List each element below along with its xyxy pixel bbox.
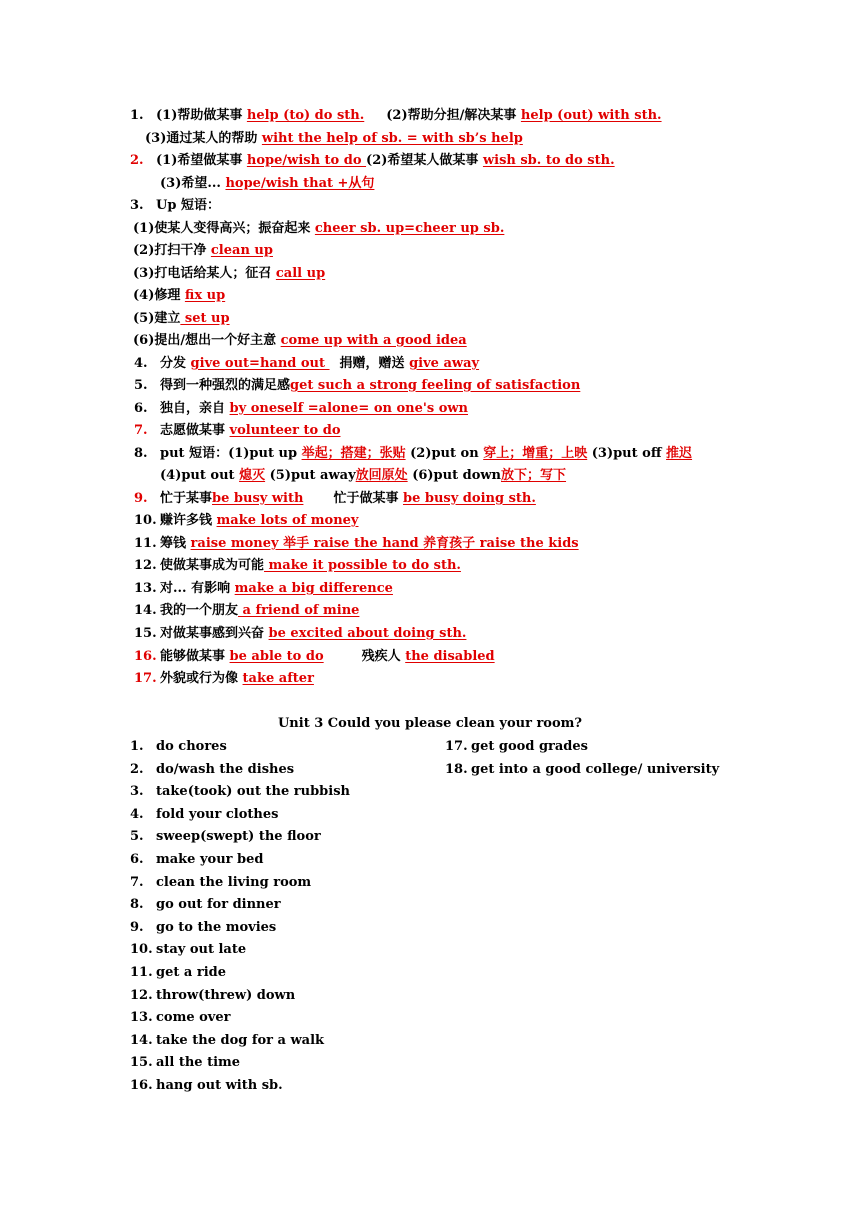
item-answer: be excited about doing sth. [268, 626, 467, 641]
item-16-line [134, 649, 495, 665]
item-answer: make a big difference [234, 581, 393, 596]
phrase-number: 17. [445, 739, 468, 754]
phrase-text: take the dog for a walk [156, 1032, 325, 1048]
phrase-number: 3. [130, 784, 144, 800]
item-answer: call up [275, 266, 326, 281]
item-answer: raise money 举手 raise the hand 养育孩子 raise the kids [190, 536, 579, 551]
phrase-number: 6. [130, 852, 144, 867]
phrase-item [130, 1033, 324, 1049]
item-number: 7. [134, 423, 148, 438]
item-answer: by oneself =alone= on one's own [229, 401, 469, 416]
phrase-item [130, 829, 321, 845]
item-prompt: (6)提出/想出一个好主意 [133, 333, 277, 348]
phrase-text: get good grades [471, 739, 588, 754]
phrase-number: 13. [130, 1010, 153, 1026]
item-number: 2. [130, 153, 144, 168]
phrase-text: make your bed [156, 852, 264, 867]
item-15-line [134, 626, 466, 642]
phrase-number: 2. [130, 761, 144, 777]
item-number: 3. [130, 198, 144, 213]
item-number: 14. [134, 603, 157, 618]
item-answer: make lots of money [216, 513, 359, 528]
item-prompt: 分发 [160, 356, 187, 371]
item-2-line [130, 153, 615, 169]
item-answer: volunteer to do [229, 423, 341, 438]
phrase-text: get a ride [156, 965, 226, 980]
item-answer: take after [242, 671, 314, 686]
item-prompt: (2)希望某人做某事 [366, 153, 479, 168]
item-prompt: 忙于某事 [160, 491, 213, 506]
phrase-number: 7. [130, 874, 144, 890]
phrase-text: go out for dinner [156, 897, 281, 913]
item-prompt: (1)希望做某事 [156, 153, 243, 168]
item-answer: wiht the help of sb. = with sb’s help [261, 131, 523, 146]
phrase-item [445, 739, 588, 755]
phrase-number: 10. [130, 942, 153, 958]
phrase-text: throw(threw) down [156, 987, 296, 1003]
item-answer: be able to do [229, 649, 324, 664]
item-number: 17. [134, 671, 157, 686]
item-answer: give away [409, 356, 480, 371]
item-answer: help (to) do sth. [246, 108, 365, 123]
phrase-item [130, 920, 276, 936]
phrase-item [130, 784, 350, 800]
item-answer: a friend of mine [238, 603, 360, 618]
phrase-number: 11. [130, 965, 153, 980]
item-answer: 推迟 [666, 446, 693, 461]
item-prompt: 能够做某事 [160, 649, 226, 664]
item-number: 11. [134, 536, 157, 551]
phrase-number: 15. [130, 1055, 153, 1071]
phrase-text: do chores [156, 739, 227, 754]
phrase-text: take(took) out the rubbish [156, 784, 350, 800]
item-prompt: 使做某事成为可能 [160, 558, 265, 573]
item-prompt: 捐赠，赠送 [339, 356, 405, 371]
unit-title: Unit 3 Could you please clean your room? [277, 716, 583, 731]
item-prompt: 赚许多钱 [160, 513, 213, 528]
item-prompt: (3)put off [591, 446, 662, 461]
phrase-text: come over [156, 1010, 231, 1026]
item-answer: give out=hand out [190, 356, 330, 371]
phrase-number: 16. [130, 1078, 153, 1093]
item-3-sub-4 [133, 288, 225, 304]
item-answer: make it possible to do sth. [264, 558, 461, 573]
item-answer: 熄灭 [239, 468, 266, 483]
item-prompt: 我的一个朋友 [160, 603, 239, 618]
item-prompt: (2)put on [410, 446, 479, 461]
item-8-line-2 [160, 468, 566, 484]
item-prompt: (6)put down [412, 468, 502, 483]
item-answer: set up [180, 311, 230, 326]
item-4-line [134, 356, 479, 372]
item-10-line [134, 513, 358, 529]
phrase-item [445, 762, 719, 778]
item-12-line [134, 558, 461, 574]
item-answer: get such a strong feeling of satisfaction [290, 378, 581, 393]
item-14-line [134, 603, 359, 619]
item-prompt: 残疾人 [361, 649, 401, 664]
item-answer: wish sb. to do sth. [482, 153, 615, 168]
item-7-line [134, 423, 341, 439]
item-prompt: (4)put out [160, 468, 235, 483]
phrase-number: 14. [130, 1032, 153, 1048]
item-number: 9. [134, 491, 148, 506]
item-answer: 放回原处 [355, 468, 408, 483]
phrase-item [130, 1078, 283, 1094]
item-prompt: 外貌或行为像 [160, 671, 239, 686]
phrase-text: all the time [156, 1055, 241, 1071]
phrase-text: hang out with sb. [156, 1078, 283, 1093]
phrase-number: 18. [445, 761, 468, 777]
item-prompt: 志愿做某事 [160, 423, 226, 438]
item-prompt: (4)修理 [133, 288, 181, 303]
item-prompt: 独自，亲自 [160, 401, 226, 416]
phrase-text: fold your clothes [156, 806, 279, 822]
item-number: 5. [134, 378, 148, 393]
item-number: 12. [134, 558, 157, 573]
phrase-item [130, 897, 281, 913]
item-answer: be busy doing sth. [402, 491, 536, 506]
item-number: 8. [134, 446, 148, 461]
phrase-item [130, 852, 264, 868]
phrase-number: 4. [130, 806, 144, 822]
item-prompt: (5)建立 [133, 311, 181, 326]
phrase-item [130, 762, 294, 778]
phrase-number: 12. [130, 987, 153, 1003]
item-number: 6. [134, 401, 148, 416]
item-answer: come up with a good idea [280, 333, 467, 348]
item-3-sub-5 [133, 311, 230, 327]
item-prompt: (3)通过某人的帮助 [145, 131, 258, 146]
item-13-line [134, 581, 393, 597]
item-answer: clean up [210, 243, 273, 258]
item-11-line [134, 536, 579, 552]
item-6-line [134, 401, 468, 417]
item-number: 4. [134, 356, 148, 371]
phrase-item [130, 988, 295, 1004]
phrase-text: stay out late [156, 942, 247, 958]
item-3-line [130, 198, 220, 214]
item-prompt: put 短语：(1)put up [160, 446, 298, 461]
item-number: 10. [134, 513, 157, 528]
phrase-text: clean the living room [156, 874, 312, 890]
item-prompt: Up 短语： [156, 198, 220, 213]
item-3-sub-6 [133, 333, 467, 349]
item-9-line [134, 491, 536, 507]
item-answer: the disabled [405, 649, 495, 664]
item-5-line [134, 378, 580, 394]
item-1-line-2 [145, 131, 523, 147]
item-answer: 放下；写下 [501, 468, 567, 483]
item-8-line [134, 446, 692, 462]
item-number: 16. [134, 649, 157, 664]
item-prompt: (3)打电话给某人；征召 [133, 266, 272, 281]
item-answer: 穿上；增重；上映 [483, 446, 588, 461]
phrase-item [130, 1055, 240, 1071]
phrase-text: sweep(swept) the floor [156, 829, 321, 845]
item-prompt: (3)希望... [160, 176, 221, 191]
item-3-sub-1 [133, 221, 504, 237]
phrase-item [130, 875, 311, 891]
item-answer: hope/wish that +从句 [225, 176, 375, 191]
phrase-text: get into a good college/ university [471, 761, 720, 777]
item-2-line-2 [160, 176, 374, 192]
phrase-text: go to the movies [156, 919, 277, 935]
item-prompt: (2)帮助分担/解决某事 [386, 108, 517, 123]
phrase-item [130, 942, 246, 958]
item-number: 15. [134, 626, 157, 641]
item-3-sub-2 [133, 243, 273, 259]
item-answer: hope/wish to do [246, 153, 367, 168]
item-1-line [130, 108, 662, 124]
phrase-item [130, 739, 227, 755]
item-answer: 举起；搭建；张贴 [301, 446, 406, 461]
phrase-number: 9. [130, 919, 144, 935]
item-prompt: (1)使某人变得高兴；振奋起来 [133, 221, 311, 236]
item-3-sub-3 [133, 266, 325, 282]
item-prompt: 忙于做某事 [333, 491, 399, 506]
item-number: 1. [130, 108, 144, 123]
item-prompt: 得到一种强烈的满足感 [160, 378, 291, 393]
phrase-item [130, 965, 226, 981]
item-prompt: 对... 有影响 [160, 581, 231, 596]
phrase-text: do/wash the dishes [156, 761, 295, 777]
item-prompt: 对做某事感到兴奋 [160, 626, 265, 641]
phrase-item [130, 1010, 230, 1026]
phrase-item [130, 807, 278, 823]
item-prompt: (2)打扫干净 [133, 243, 207, 258]
item-answer: be busy with [212, 491, 304, 506]
item-answer: help (out) with sth. [520, 108, 662, 123]
phrase-number: 5. [130, 829, 144, 845]
item-prompt: (5)put away [269, 468, 356, 483]
item-17-line [134, 671, 314, 687]
item-prompt: (1)帮助做某事 [156, 108, 243, 123]
phrase-number: 1. [130, 739, 144, 754]
item-number: 13. [134, 581, 157, 596]
item-prompt: 筹钱 [160, 536, 187, 551]
phrase-number: 8. [130, 897, 144, 913]
item-answer: cheer sb. up=cheer up sb. [314, 221, 505, 236]
item-answer: fix up [184, 288, 226, 303]
